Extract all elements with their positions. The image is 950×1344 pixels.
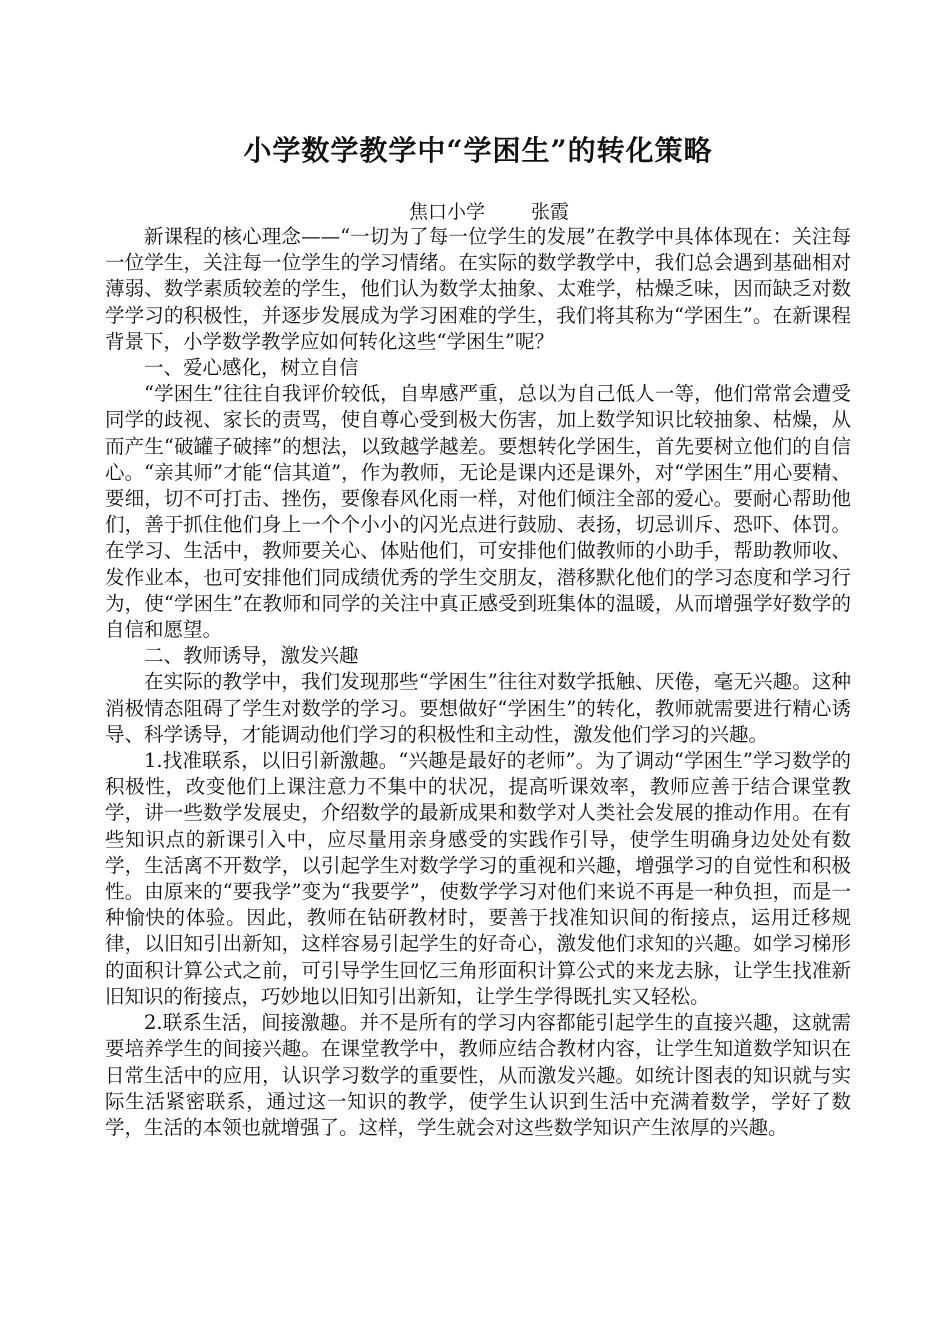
document-page	[105, 0, 851, 1344]
document-body	[105, 224, 851, 1141]
section-heading-1: 一、爱心感化，树立自信	[144, 356, 359, 380]
section-heading-2: 二、教师诱导，激发兴趣	[144, 644, 359, 668]
body-paragraph: 1.找准联系，以旧引新激趣。“兴趣是最好的老师”。为了调动“学困生”学习数学的积极性，改变他们上课注意力不集中的状况，提高听课效率，教师应善于结合课堂教学，讲一些数学发展史，介绍数学的最新成果和数学对人类社会发展的推动作用。在有些知识点的新课引入中，应尽量用亲身感受的实践作引导，使学生明确身边处处有数学，生活离不开数学，以引起学生对数学学习的重视和兴趣，增强学习的自觉性和积极性。由原来的“要我学”变为“我要学”，使数学学习对他们来说不再是一种负担，而是一种愉快的体验。因此，教师在钻研教材时，要善于找准知识间的衔接点，运用迁移规律，以旧知引出新知，这样容易引起学生的好奇心，激发他们求知的兴趣。如学习梯形的面积计算公式之前，可引导学生回忆三角形面积计算公式的来龙去脉，让学生找准新旧知识的衔接点，巧妙地以旧知引出新知，让学生学得既扎实又轻松。	[105, 749, 851, 1008]
document-title: 小学数学教学中“学困生”的转化策略	[243, 134, 713, 167]
byline	[409, 199, 569, 225]
intro-paragraph: 新课程的核心理念——“一切为了每一位学生的发展”在教学中具体体现在：关注每一位学生，关注每一位学生的学习情绪。在实际的数学教学中，我们总会遇到基础相对薄弱、数学素质较差的学生，他们认为数学太抽象、太难学，枯燥乏味，因而缺乏对数学学习的积极性，并逐步发展成为学习困难的学生，我们将其称为“学困生”。在新课程背景下，小学数学教学应如何转化这些“学困生”呢？	[105, 225, 851, 353]
body-paragraph: 2.联系生活，间接激趣。并不是所有的学习内容都能引起学生的直接兴趣，这就需要培养学生的间接兴趣。在课堂教学中，教师应结合教材内容，让学生知道数学知识在日常生活中的应用，认识学习数学的重要性，从而激发兴趣。如统计图表的知识就与实际生活紧密联系，通过这一知识的教学，使学生认识到生活中充满着数学，学好了数学，生活的本领也就增强了。这样，学生就会对这些数学知识产生浓厚的兴趣。	[105, 1011, 851, 1139]
body-paragraph: “学困生”往往自我评价较低，自卑感严重，总以为自己低人一等，他们常常会遭受同学的歧视、家长的责骂，使自尊心受到极大伤害，加上数学知识比较抽象、枯燥，从而产生“破罐子破摔”的想法，以致越学越差。要想转化学困生，首先要树立他们的自信心。“亲其师”才能“信其道”，作为教师，无论是课内还是课外，对“学困生”用心要精、要细，切不可打击、挫伤，要像春风化雨一样，对他们倾注全部的爱心。要耐心帮助他们，善于抓住他们身上一个个小小的闪光点进行鼓励、表扬，切忌训斥、恐吓、体罚。在学习、生活中，教师要关心、体贴他们，可安排他们做教师的小助手，帮助教师收、发作业本，也可安排他们同成绩优秀的学生交朋友，潜移默化他们的学习态度和学习行为，使“学困生”在教师和同学的关注中真正感受到班集体的温暖，从而增强学好数学的自信和愿望。	[105, 382, 851, 642]
author-name: 张霞	[531, 201, 570, 223]
body-paragraph: 在实际的教学中，我们发现那些“学困生”往往对数学抵触、厌倦，毫无兴趣。这种消极情态阻碍了学生对数学的学习。要想做好“学困生”的转化，教师就需要进行精心诱导、科学诱导，才能调动他们学习的积极性和主动性，激发他们学习的兴趣。	[105, 670, 851, 746]
school-name: 焦口小学	[409, 201, 486, 223]
